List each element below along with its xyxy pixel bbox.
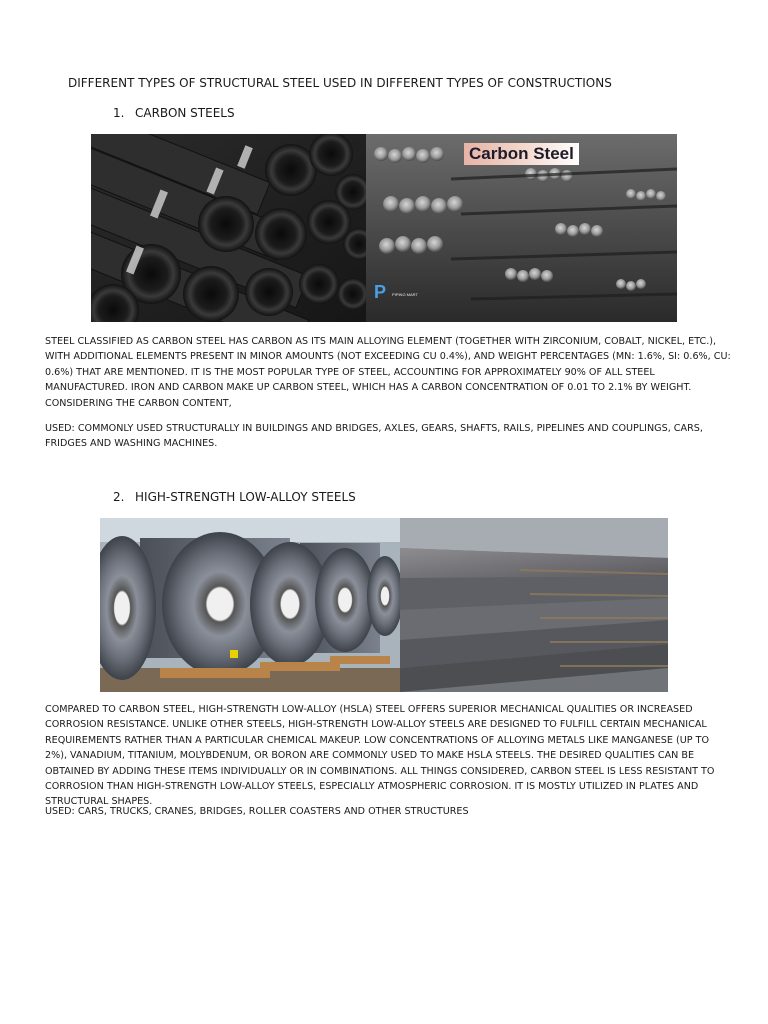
hsla-steel-photo — [100, 518, 668, 692]
hsla-steel-uses: USED: CARS, TRUCKS, CRANES, BRIDGES, ROLLER COASTERS AND OTHER STRUCTURES — [45, 806, 469, 817]
carbon-steel-uses: USED: COMMONLY USED STRUCTURALLY IN BUILDINGS AND BRIDGES, AXLES, GEARS, SHAFTS, RAILS, PIPELINES AND COUPLINGS, CARS, FRIDGES AND WASHING MACHINES. — [45, 423, 703, 450]
section-number: 2. — [113, 490, 125, 504]
section-number: 1. — [113, 106, 125, 120]
piping-mart-logo-text: PIPING MART — [392, 292, 418, 297]
section-title: HIGH-STRENGTH LOW-ALLOY STEELS — [135, 490, 356, 504]
carbon-steel-description: STEEL CLASSIFIED AS CARBON STEEL HAS CARBON AS ITS MAIN ALLOYING ELEMENT (TOGETHER WITH ZIRCONIUM, COBALT, NICKEL, ETC.), WITH ADDITIONAL ELEMENTS PRESENT IN MINOR AMOUNTS (NOT EXCEEDING CU 0.4%), AND WEIGHT PERCENTAGES (MN: 1.6%, SI: 0.6%, CU: 0.6%) THAT ARE MENTIONED. IT IS THE MOST POPULAR TYPE OF STEEL, ACCOUNTING FOR APPROXIMATELY 90% OF ALL STEEL MANUFACTURED. IRON AND CARBON MAKE UP CARBON STEEL, WHICH HAS A CARBON CONCENTRATION OF 0.01 TO 2.1% BY WEIGHT. CONSIDERING THE CARBON CONTENT, — [45, 336, 731, 409]
document-title: DIFFERENT TYPES OF STRUCTURAL STEEL USED IN DIFFERENT TYPES OF CONSTRUCTIONS — [68, 76, 612, 90]
piping-mart-logo-icon: P — [374, 282, 387, 302]
section-title: CARBON STEELS — [135, 106, 235, 120]
section-heading-hsla-steels — [113, 490, 356, 504]
hsla-steel-description: COMPARED TO CARBON STEEL, HIGH-STRENGTH LOW-ALLOY (HSLA) STEEL OFFERS SUPERIOR MECHANICAL QUALITIES OR INCREASED CORROSION RESISTANCE. UNLIKE OTHER STEELS, HIGH-STRENGTH LOW-ALLOY STEELS ARE DESIGNED TO FULFILL CERTAIN MECHANICAL REQUIREMENTS RATHER THAN A PARTICULAR CHEMICAL MAKEUP. LOW CONCENTRATIONS OF ALLOYING METALS LIKE MANGANESE (UP TO 2%), VANADIUM, TITANIUM, MOLYBDENUM, OR BORON ARE COMMONLY USED TO MAKE HSLA STEELS. THE DESIRED QUALITIES CAN BE OBTAINED BY ADDING THESE ITEMS INDIVIDUALLY OR IN COMBINATIONS. ALL THINGS CONSIDERED, CARBON STEEL IS LESS RESISTANT TO CORROSION THAN HIGH-STRENGTH LOW-ALLOY STEELS, ESPECIALLY ATMOSPHERIC CORROSION. IT IS MOSTLY UTILIZED IN PLATES AND STRUCTURAL SHAPES. — [45, 704, 715, 808]
section-heading-carbon-steels — [113, 106, 235, 120]
carbon-steel-image-banner: Carbon Steel — [464, 143, 579, 165]
hsla-steel-coils-plates-illustration — [100, 518, 668, 692]
